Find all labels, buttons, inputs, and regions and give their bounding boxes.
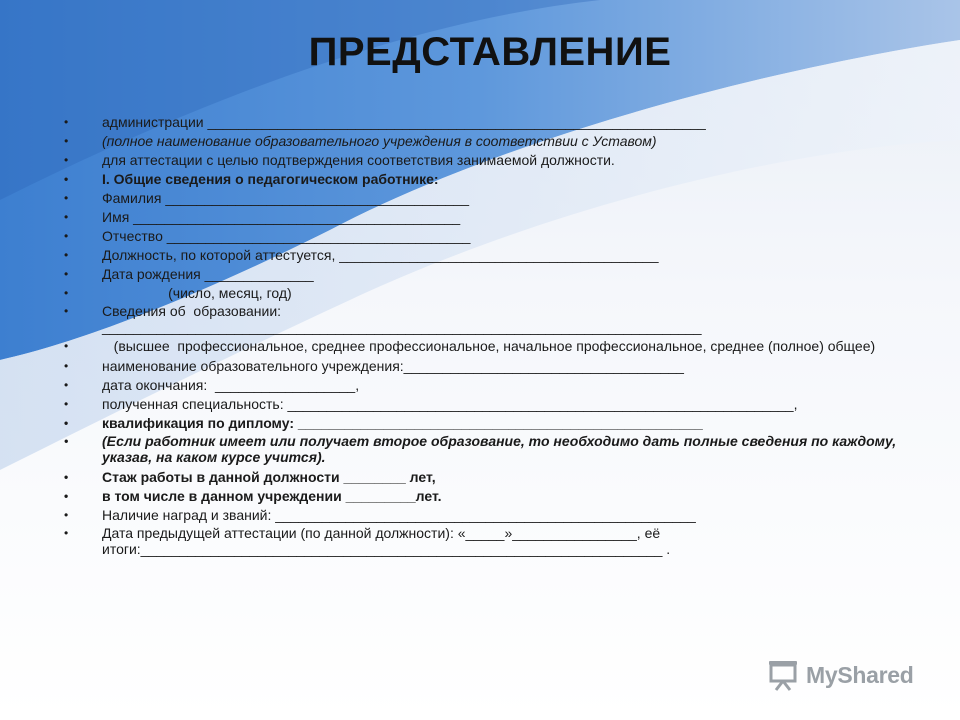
list-item: [64, 506, 924, 525]
list-item-text: Сведения об образовании: _____________________________________________________________________________: [102, 303, 702, 335]
bullet-icon: •: [64, 115, 69, 129]
form-list: [64, 113, 924, 560]
list-item: [64, 189, 924, 208]
page-title: ПРЕДСТАВЛЕНИЕ: [308, 30, 672, 74]
bullet-icon: •: [64, 526, 69, 540]
bullet-icon: •: [64, 153, 69, 167]
list-item: [64, 151, 924, 170]
list-item-text: Наличие наград и званий: ______________________________________________________: [102, 507, 696, 523]
list-item-text: в том числе в данном учреждении _________лет.: [102, 488, 442, 504]
bullet-icon: •: [64, 508, 69, 522]
list-item: [64, 338, 924, 354]
list-item-text: (полное наименование образовательного учреждения в соответствии с Уставом): [102, 133, 657, 149]
list-item-text: для аттестации с целью подтверждения соответствия занимаемой должности.: [102, 152, 615, 168]
list-item: [64, 468, 924, 487]
list-item: [64, 284, 924, 303]
list-item: [64, 227, 924, 246]
bullet-icon: •: [64, 470, 69, 484]
bullet-icon: •: [64, 339, 69, 353]
bullet-icon: •: [64, 489, 69, 503]
list-item-text: Дата рождения ______________: [102, 266, 314, 282]
list-item: [64, 303, 924, 335]
list-item-text: (число, месяц, год): [102, 285, 292, 301]
bullet-icon: •: [64, 267, 69, 281]
bullet-icon: •: [64, 191, 69, 205]
list-item: [64, 376, 924, 395]
bullet-icon: •: [64, 286, 69, 300]
list-item: [64, 414, 924, 433]
bullet-icon: •: [64, 248, 69, 262]
bullet-icon: •: [64, 304, 69, 318]
list-item: [64, 208, 924, 227]
list-item: [64, 132, 924, 151]
list-item: [64, 525, 924, 557]
list-item: [64, 170, 924, 189]
bullet-icon: •: [64, 210, 69, 224]
bullet-icon: •: [64, 416, 69, 430]
bullet-icon: •: [64, 359, 69, 373]
list-item: [64, 487, 924, 506]
list-item-text: Стаж работы в данной должности ________ лет,: [102, 469, 436, 485]
bullet-icon: •: [64, 378, 69, 392]
list-item-text: дата окончания: __________________,: [102, 377, 360, 393]
bullet-icon: •: [64, 229, 69, 243]
list-item-text: (Если работник имеет или получает второе образование, то необходимо дать полные сведения по каждому, указав, на каком курсе учится).: [102, 433, 901, 465]
list-item-text: (высшее профессиональное, среднее профессиональное, начальное профессиональное, среднее (полное) общее): [102, 338, 876, 354]
list-item: [64, 265, 924, 284]
watermark: [766, 658, 914, 692]
list-item: [64, 357, 924, 376]
list-item-text: Отчество _______________________________________: [102, 228, 471, 244]
projector-screen-icon: [766, 659, 800, 691]
list-item-text: полученная специальность: _________________________________________________________________,: [102, 396, 798, 412]
watermark-text: MyShared: [806, 661, 914, 688]
list-item-text: наименование образовательного учреждения:____________________________________: [102, 358, 684, 374]
bullet-icon: •: [64, 134, 69, 148]
bullet-icon: •: [64, 397, 69, 411]
list-item: [64, 395, 924, 414]
list-item-text: Имя __________________________________________: [102, 209, 461, 225]
bullet-icon: •: [64, 172, 69, 186]
list-item-text: администрации ________________________________________________________________: [102, 114, 706, 130]
list-item-text: Дата предыдущей аттестации (по данной должности): «_____»________________, её итоги:___________________________________________________________________ .: [102, 525, 671, 557]
list-item: [64, 433, 924, 465]
list-item: [64, 246, 924, 265]
list-item-text: Фамилия _______________________________________: [102, 190, 469, 206]
list-item-text: Должность, по которой аттестуется, _________________________________________: [102, 247, 659, 263]
bullet-icon: •: [64, 434, 69, 448]
list-item: [64, 113, 924, 132]
list-item-text: I. Общие сведения о педагогическом работнике:: [102, 171, 439, 187]
list-item-text: квалификация по диплому: ____________________________________________________: [102, 415, 703, 431]
